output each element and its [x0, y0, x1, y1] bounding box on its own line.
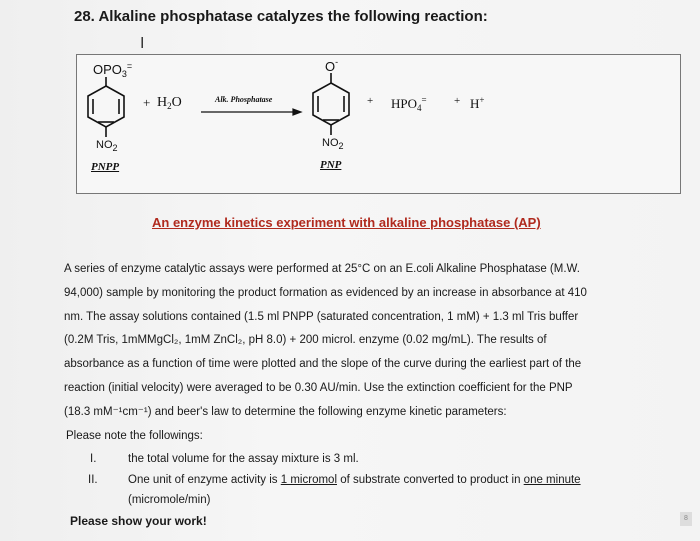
- reaction-diagram: [76, 54, 681, 194]
- reactant-benzene-ring: [88, 77, 124, 137]
- product-nitro-label: $NO_2$: [322, 137, 344, 151]
- paragraph-line: nm. The assay solutions contained (1.5 ml PNPP (saturated concentration, 1 mM) + 1.3 ml Tris buffer: [64, 310, 579, 323]
- page-marker: 8: [680, 512, 692, 526]
- water-label: $H_2O$: [157, 95, 182, 111]
- phosphate-label: $HPO_4^=$: [391, 95, 427, 113]
- paragraph-line: absorbance as a function of time were plotted and the slope of the curve during the earliest part of the: [64, 358, 582, 371]
- product-name: PNP: [320, 159, 342, 171]
- product-group-label: O-: [325, 57, 339, 74]
- section-title: An enzyme kinetics experiment with alkaline phosphatase (AP): [152, 215, 541, 230]
- reactant-group-label: $OPO_3^=$: [93, 61, 133, 79]
- paragraph-line: (18.3 mM⁻¹cm⁻¹) and beer's law to determine the following enzyme kinetic parameters:: [64, 405, 507, 418]
- note-heading: Please note the followings:: [66, 430, 203, 442]
- reactant-name: PNPP: [91, 161, 120, 173]
- plus-sign-1: +: [143, 95, 151, 110]
- closing-instruction: Please show your work!: [70, 514, 207, 528]
- product-benzene-ring: [313, 73, 349, 135]
- note-2-continuation: (micromole/min): [128, 494, 211, 506]
- reaction-arrow: [201, 109, 301, 115]
- text-cursor-icon: I: [140, 35, 145, 52]
- paragraph-line: A series of enzyme catalytic assays were performed at 25°C on an E.coli Alkaline Phosphatase (M.W.: [64, 263, 580, 275]
- problem-paragraph: [64, 258, 654, 425]
- proton-label: H+: [470, 95, 485, 111]
- note-1-text: the total volume for the assay mixture is 3 ml.: [128, 453, 359, 465]
- paragraph-line: reaction (initial velocity) were averaged to be 0.30 AU/min. Use the extinction coefficient for the PNP: [64, 381, 573, 394]
- question-title: 28. Alkaline phosphatase catalyzes the following reaction:: [74, 8, 488, 25]
- paragraph-line: (0.2M Tris, 1mMMgCl₂, 1mM ZnCl₂, pH 8.0) + 200 microl. enzyme (0.02 mg/mL). The results of: [64, 334, 547, 347]
- note-2-number: II.: [88, 474, 98, 486]
- ring-structures: [77, 55, 680, 193]
- note-2-text: One unit of enzyme activity is 1 micromol of substrate converted to product in one minute: [128, 474, 581, 486]
- paragraph-line: 94,000) sample by monitoring the product formation as evidenced by an increase in absorbance at 410: [64, 286, 587, 299]
- note-1-number: I.: [90, 453, 97, 465]
- plus-sign-2: +: [367, 95, 374, 107]
- enzyme-label: Alk. Phosphatase: [215, 95, 273, 104]
- plus-sign-3: +: [454, 95, 461, 107]
- reactant-nitro-label: $NO_2$: [96, 139, 118, 153]
